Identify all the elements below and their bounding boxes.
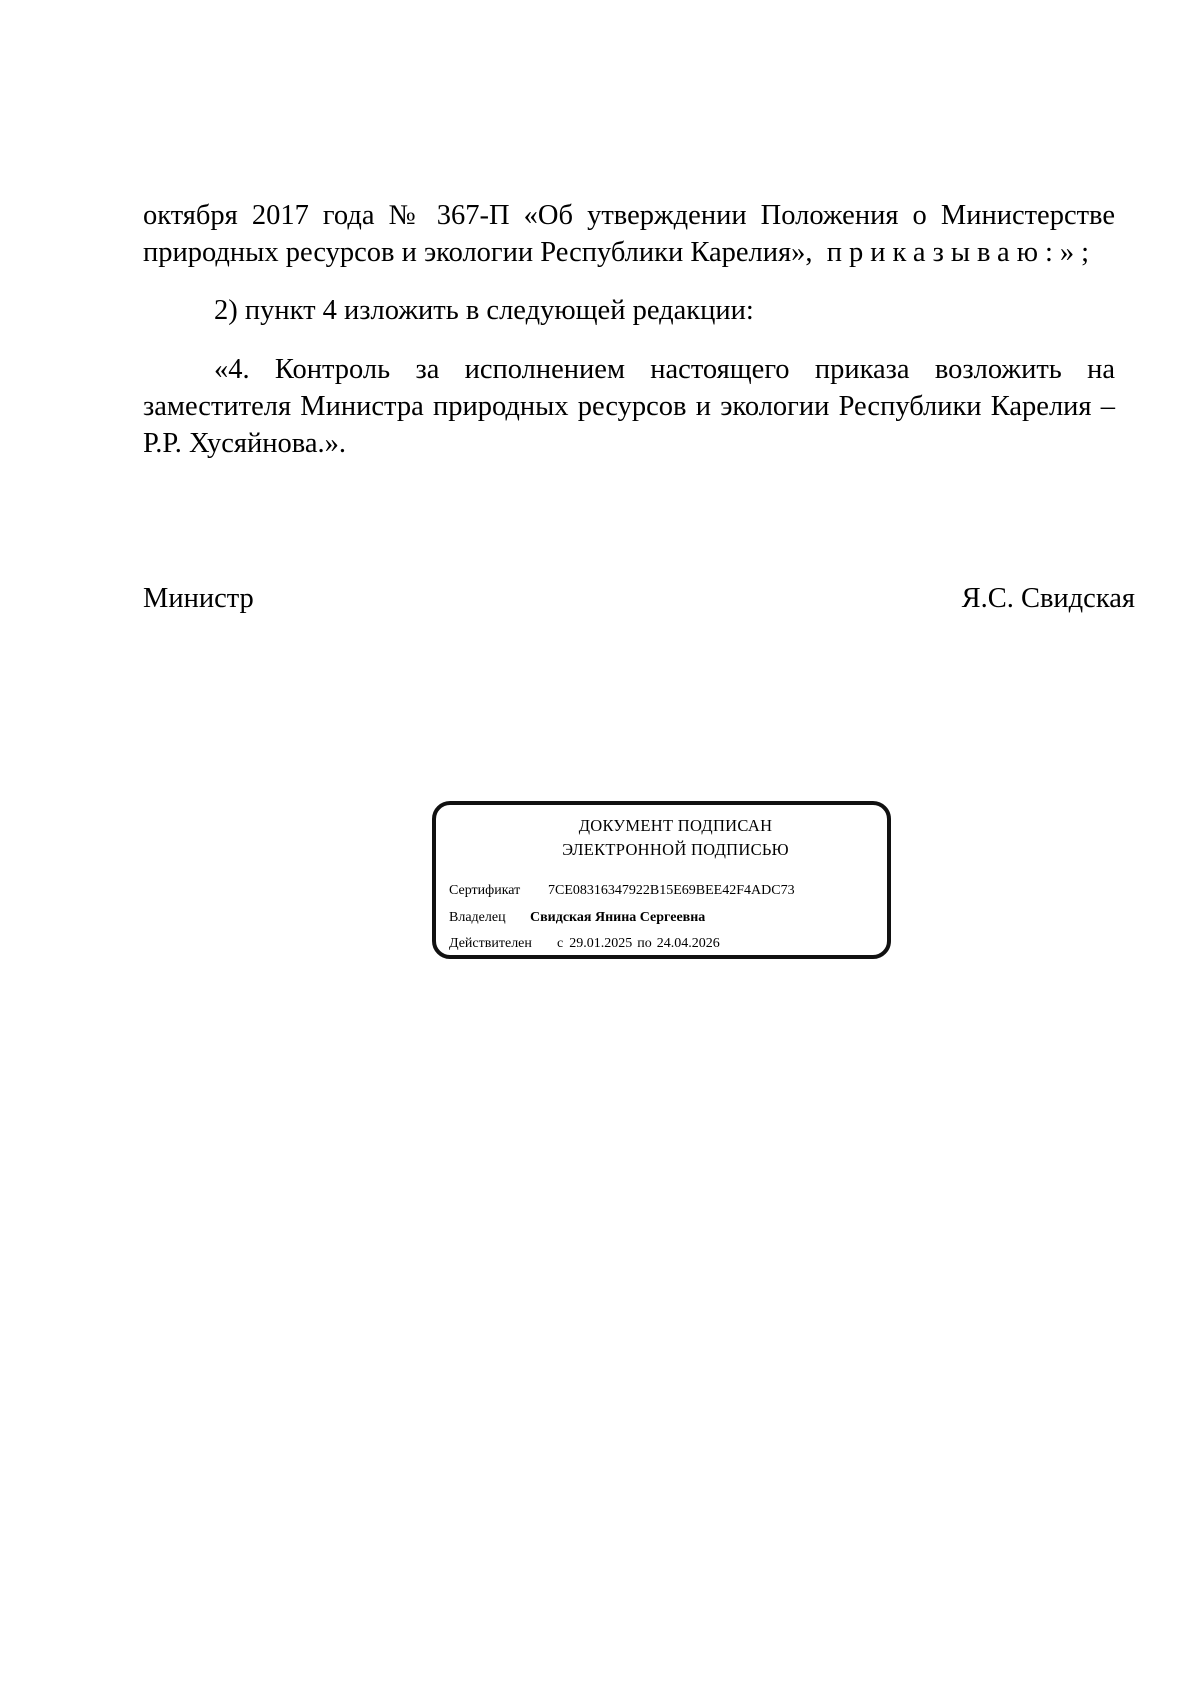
owner-label: Владелец — [449, 910, 506, 925]
certificate-label: Сертификат — [449, 883, 521, 898]
stamp-certificate-row — [449, 882, 795, 900]
validity-label: Действителен — [449, 936, 532, 951]
paragraph-preamble — [143, 197, 1115, 271]
paragraph-line: октября 2017 года № 367-П «Об утверждении Положения о Министерстве — [143, 200, 1115, 231]
paragraph-point-4 — [143, 351, 1115, 462]
certificate-value: 7CE08316347922B15E69BEE42F4ADC73 — [548, 883, 795, 898]
paragraph-line: Р.Р. Хусяйнова.». — [143, 428, 347, 459]
paragraph-item-2 — [143, 292, 1115, 329]
paragraph-line: природных ресурсов и экологии Республики Карелия», — [143, 237, 813, 268]
paragraph-line: 2) пункт 4 изложить в следующей редакции: — [214, 295, 754, 326]
owner-value: Свидская Янина Сергеевна — [530, 910, 706, 925]
stamp-validity-row — [449, 935, 720, 953]
stamp-heading: ЭЛЕКТРОННОЙ ПОДПИСЬЮ — [562, 840, 789, 859]
validity-from-word: с — [557, 936, 564, 951]
spaced-word-prikazyvayu: приказываю:»; — [826, 237, 1097, 268]
stamp-owner-row — [449, 909, 705, 927]
signatory-title: Министр — [143, 583, 254, 614]
electronic-signature-stamp — [432, 801, 891, 959]
validity-to-word: по — [637, 936, 652, 951]
validity-from-date: 29.01.2025 — [569, 936, 633, 951]
stamp-heading: ДОКУМЕНТ ПОДПИСАН — [578, 816, 773, 835]
signatory-name: Я.С. Свидская — [961, 583, 1135, 614]
paragraph-line: «4. Контроль за исполнением настоящего приказа возложить на — [214, 354, 1115, 385]
validity-to-date: 24.04.2026 — [656, 936, 720, 951]
paragraph-line: заместителя Министра природных ресурсов и экологии Республики Карелия – — [143, 391, 1115, 422]
